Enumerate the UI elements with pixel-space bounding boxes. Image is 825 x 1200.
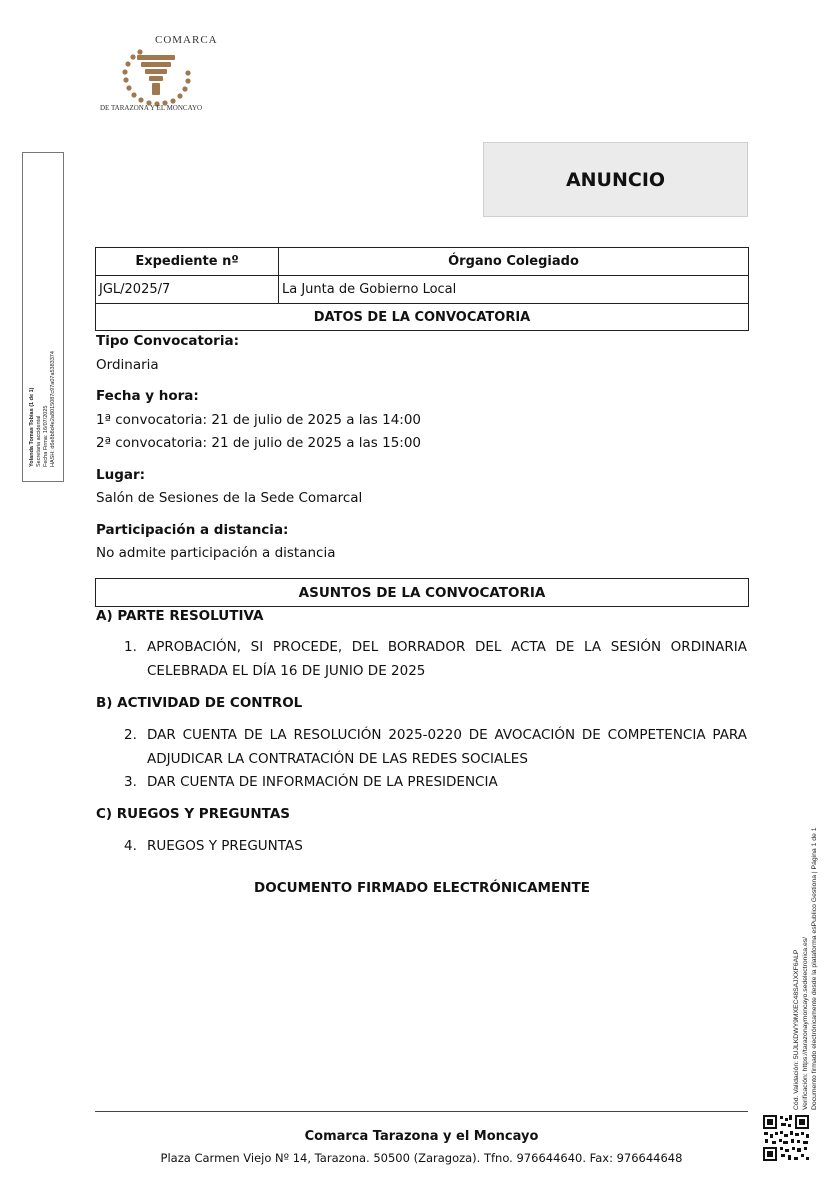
item-1-text: APROBACIÓN, SI PROCEDE, DEL BORRADOR DEL ACTA DE LA SESIÓN ORDINARIA CELEBRADA EL DÍA 16 DE JUNIO DE 2025 xyxy=(147,639,747,679)
expediente-value: JGL/2025/7 xyxy=(96,276,279,304)
footer-divider xyxy=(95,1111,748,1112)
anuncio-title: ANUNCIO xyxy=(565,168,666,191)
datos-convocatoria-title: DATOS DE LA CONVOCATORIA xyxy=(96,304,749,331)
col-organo-header: Órgano Colegiado xyxy=(279,248,749,276)
item-2-number: 2. xyxy=(124,727,137,743)
signature-hash: HASH: d6e8b8d4e2a8015087c97a07a5383374 xyxy=(50,351,56,467)
section-a-heading: A) PARTE RESOLUTIVA xyxy=(96,608,264,624)
verification-url[interactable]: Verificación: https://tarazonaymoncayo.sedelectronica.es/ xyxy=(802,936,809,1110)
anuncio-header xyxy=(483,142,748,217)
qr-code-icon xyxy=(762,1114,810,1162)
participacion-label: Participación a distancia: xyxy=(96,522,289,538)
section-b-heading: B) ACTIVIDAD DE CONTROL xyxy=(96,695,303,711)
lugar-value: Salón de Sesiones de la Sede Comarcal xyxy=(96,490,363,506)
signature-name: Yolanda Tomas Tobias (1 de 1) xyxy=(29,387,35,467)
signature-stamp xyxy=(22,152,64,482)
asuntos-title-text: ASUNTOS DE LA CONVOCATORIA xyxy=(298,584,546,601)
footer-organization: Comarca Tarazona y el Moncayo xyxy=(304,1129,539,1144)
agenda-item-3 xyxy=(124,771,747,795)
section-c-heading: C) RUEGOS Y PREGUNTAS xyxy=(96,806,290,822)
fecha-label: Fecha y hora: xyxy=(96,388,199,404)
logo-word: COMARCA xyxy=(155,34,218,46)
asuntos-title xyxy=(95,578,749,607)
item-1-number: 1. xyxy=(124,639,137,655)
item-4-number: 4. xyxy=(124,838,137,854)
item-3-text: DAR CUENTA DE INFORMACIÓN DE LA PRESIDENCIA xyxy=(147,774,498,790)
item-3-number: 3. xyxy=(124,774,137,790)
footer-address: Plaza Carmen Viejo Nº 14, Tarazona. 50500 (Zaragoza). Tfno. 976644640. Fax: 976644648 xyxy=(160,1151,683,1165)
expediente-table xyxy=(95,247,749,331)
item-4-text: RUEGOS Y PREGUNTAS xyxy=(147,838,303,854)
tipo-value: Ordinaria xyxy=(96,357,159,373)
signature-role: Secretaria accidental xyxy=(36,415,42,467)
agenda-item-1 xyxy=(124,636,747,683)
participacion-value: No admite participación a distancia xyxy=(96,545,336,561)
tipo-label: Tipo Convocatoria: xyxy=(96,333,239,349)
lugar-label: Lugar: xyxy=(96,467,146,483)
item-2-text: DAR CUENTA DE LA RESOLUCIÓN 2025-0220 DE AVOCACIÓN DE COMPETENCIA PARA ADJUDICAR LA CONTRATACIÓN DE LAS REDES SOCIALES xyxy=(147,727,747,767)
segunda-convocatoria: 2ª convocatoria: 21 de julio de 2025 a las 15:00 xyxy=(96,435,422,451)
organo-value: La Junta de Gobierno Local xyxy=(279,276,749,304)
verification-text xyxy=(792,750,819,1110)
verification-code: Cód. Validación: 5UJLKDWY9MXEC48SAJXXF6ALP xyxy=(793,949,800,1110)
agenda-item-4 xyxy=(124,835,747,859)
agenda-item-2 xyxy=(124,724,747,771)
firma-notice: DOCUMENTO FIRMADO ELECTRÓNICAMENTE xyxy=(254,880,590,896)
col-expediente-header: Expediente nº xyxy=(96,248,279,276)
logo-subtitle: DE TARAZONA Y EL MONCAYO xyxy=(100,104,203,112)
verification-platform: Documento firmado electrónicamente desde la plataforma esPublico Gestiona | Página 1 de 1 xyxy=(811,827,818,1110)
signature-date: Fecha Firma: 16/07/2025 xyxy=(43,405,49,467)
primera-convocatoria: 1ª convocatoria: 21 de julio de 2025 a las 14:00 xyxy=(96,412,422,428)
